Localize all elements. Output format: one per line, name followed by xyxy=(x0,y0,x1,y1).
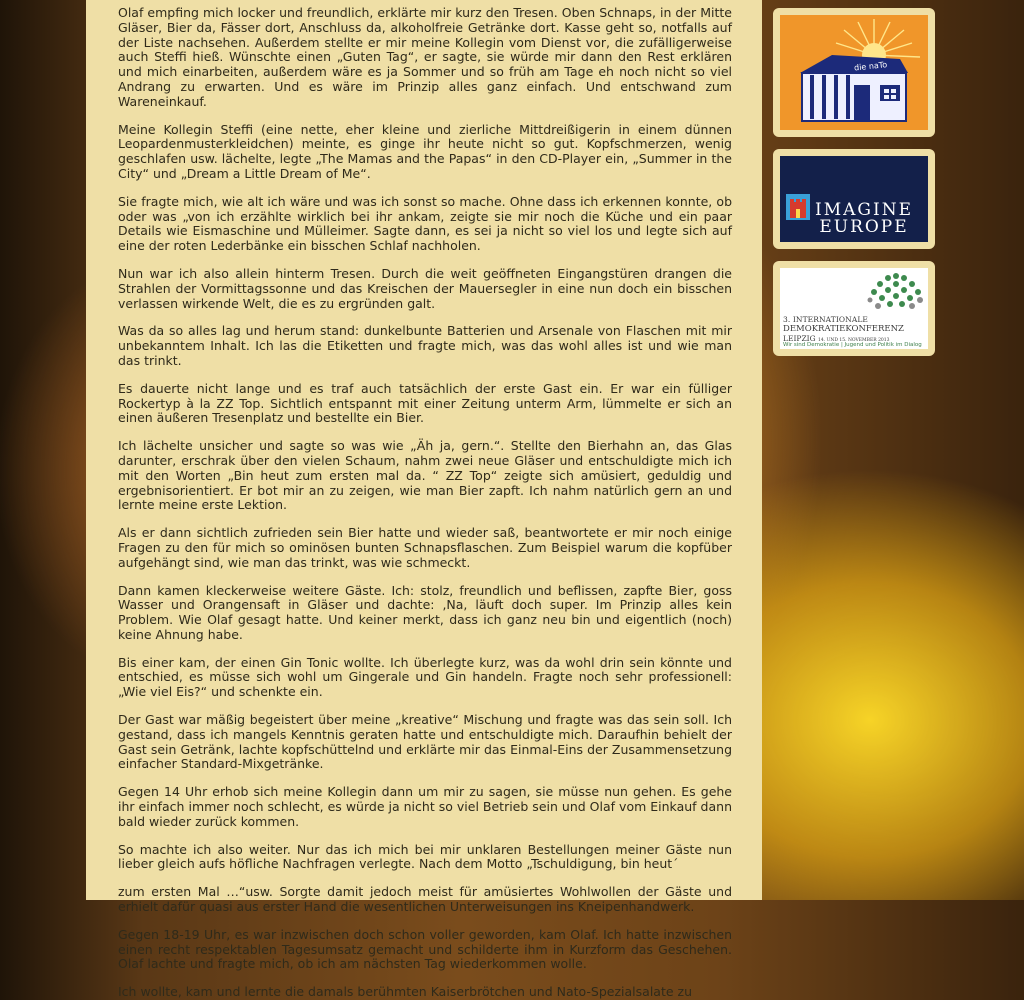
article-paragraph: Olaf empfing mich locker und freundlich, erklärte mir kurz den Tresen. Oben Schnaps, in der Mitte Gläser, Bier da, Fässer dort, Anschluss da, alkoholfreie Getränke dort. Kasse geht so, notfalls auf der Liste nachsehen. Außerdem stellte er mir meine Kollegin vom Dienst vor, die zufälligerweise auch Steffi hieß. Wünschte einen „Guten Tag“, er sagte, sie würde mir dann den Rest erklären und mich einarbeiten, außerdem wäre es ja Sommer und so früh am Tage eh noch nicht so viel Andrang zu erwarten. Und es wäre im Prinzip alles ganz einfach. Und entschwand zum Wareneinkauf. xyxy=(118,5,732,109)
article-paragraph: Der Gast war mäßig begeistert über meine „kreative“ Mischung und fragte was das sein soll. Ich gestand, dass ich mangels Kenntnis geraten hatte und entschuldigte mich. Daraufhin behielt der Gast sein Getränk, lachte kopfschüttelnd und erklärte mir das Einmal-Eins der Zusammensetzung einfacher Standard-Mixgetränke. xyxy=(118,712,732,772)
article-paragraph: Bis einer kam, der einen Gin Tonic wollte. Ich überlegte kurz, was da wohl drin sein könnte und entschied, es müsse sich wohl um Gingerale und Gin handeln. Fragte noch sehr professionell: „Wie viel Eis?“ und schenkte ein. xyxy=(118,654,732,700)
dots-globe-icon xyxy=(866,270,926,314)
nato-sign-text: die naTo xyxy=(853,60,888,73)
demokratiekonferenz-logo xyxy=(780,268,928,349)
article-paragraph: Ich lächelte unsicher und sagte so was wie „Äh ja, gern.“. Stellte den Bierhahn an, das Glas darunter, erschrak über den vielen Schaum, nahm zwei neue Gläser und entschuldigte mich ich mit den Worten „Bin heut zum ersten mal da. “ ZZ Top“ zeigte sich amüsiert, geduldig und ergebnisorientiert. Er bot mir an zu zeigen, wie man Bier zapft. Ich nahm natürlich gern an und lernte meine erste Lektion. xyxy=(118,438,732,513)
article-paragraph: Meine Kollegin Steffi (eine nette, eher kleine und zierliche Mittdreißigerin in einem dünnen Leopardenmusterkleidchen) meinte, es ginge ihr heute nicht so gut. Kopfschmerzen, wenig geschlafen usw. lächelte, legte „The Mamas and the Papas“ in den CD-Player ein, „Summer in the City“ und „Dream a Little Dream of Me“. xyxy=(118,121,732,181)
conference-date: 14. UND 15. NOVEMBER 2013 xyxy=(818,338,890,343)
conference-name: DEMOKRATIEKONFERENZ xyxy=(783,324,904,334)
imagine-europe-text: IMAGINE EUROPE xyxy=(815,200,913,237)
imagine-europe-logo xyxy=(780,156,928,242)
article-paragraph: So machte ich also weiter. Nur das ich mich bei mir unklaren Bestellungen meiner Gäste nun lieber gleich aufs höfliche Nachfragen verlegte. Nach dem Motto „Tschuldigung, bin heut´ xyxy=(118,841,732,872)
nato-building-icon xyxy=(780,15,928,130)
article-paragraph: Als er dann sichtlich zufrieden sein Bier hatte und wieder saß, beantwortete er mir noch einige Fragen zu den für mich so ominösen bunten Schnapsflaschen. Zum Beispiel warum die kopfüber aufgehängt sind, wie man das trinkt, was wie schmeckt. xyxy=(118,525,732,570)
article-paragraph: Ich wollte, kam und lernte die damals berühmten Kaiserbrötchen und Nato-Spezialsalate zu xyxy=(118,984,693,1000)
demokratiekonferenz-link[interactable] xyxy=(773,261,935,356)
article-paragraph: Es dauerte nicht lange und es traf auch tatsächlich der erste Gast ein. Er war ein fülliger Rockertyp à la ZZ Top. Sichtlich entspannt mit einer Zeitung unterm Arm, lümmelte er sich an einen äußeren Tresenplatz und bestellte ein Bier. xyxy=(118,380,732,426)
nato-logo-link[interactable] xyxy=(773,8,935,137)
article-paragraph: Gegen 14 Uhr erhob sich meine Kollegin dann um mir zu sagen, sie müsse nun gehen. Es gehe ihr einfach immer noch schlecht, es würde ja nicht so viel Betrieb sein und Olaf vom Einkauf dann bald wieder zurück kommen. xyxy=(118,784,732,829)
nato-logo xyxy=(780,15,928,130)
imagine-europe-link[interactable] xyxy=(773,149,935,249)
conference-city: LEIPZIG xyxy=(783,334,816,343)
article-paragraph: zum ersten Mal …“usw. Sorgte damit jedoch meist für amüsiertes Wohlwollen der Gäste und erhielt dafür quasi aus erster Hand die wesentlichen Unterweisungen ins Kneipenhandwerk. xyxy=(118,884,732,915)
article-paragraph: Gegen 18-19 Uhr, es war inzwischen doch schon voller geworden, kam Olaf. Ich hatte inzwischen einen recht respektablen Tagesumsatz gemacht und schilderte ihm in Kurzform das Geschehen. Olaf lachte und fragte mich, ob ich am nächsten Tag wiederkommen wolle. xyxy=(118,926,732,972)
article-paragraph: Was da so alles lag und herum stand: dunkelbunte Batterien und Arsenale von Flaschen mit mir unbekanntem Inhalt. Ich las die Etiketten und fragte mich, was das wohl alles ist und wie man das trinkt. xyxy=(118,323,732,368)
article-content xyxy=(86,0,762,1000)
article-paragraph: Sie fragte mich, wie alt ich wäre und was ich sonst so mache. Ohne dass ich erkennen konnte, ob oder was „von ich erzählte wirklich bei ihr ankam, zeigte sie mir noch die Küche und ein paar Details wie Eismaschine und Mülleimer. Sagte dann, es sei ja nicht so viel los und legte sich auf eine der roten Lederbänke ein bisschen Schlaf nachholen. xyxy=(118,193,732,254)
article-paragraph: Nun war ich also allein hinterm Tresen. Durch die weit geöffneten Eingangstüren drangen die Strahlen der Vormittagssonne und das Kreischen der Mauersegler in eine nun doch ein bisschen verlassen wirkende Welt, die es zu ergründen galt. xyxy=(118,265,732,311)
conference-slogan: Wir sind Demokratie | Jugend und Politik im Dialog xyxy=(783,342,922,348)
conference-title-line: 3. INTERNATIONALE xyxy=(783,315,869,324)
article-paragraph: Dann kamen kleckerweise weitere Gäste. Ich: stolz, freundlich und beflissen, zapfte Bier, goss Wasser und Orangensaft in Gläser und dachte: ‚Na, läuft doch super. Im Prinzip alles kein Problem. Wie Olaf gesagt hatte. Und keiner merkt, dass ich ganz neu bin und eigentlich (noch) keine Ahnung habe. xyxy=(118,582,732,642)
sidebar xyxy=(773,8,935,368)
